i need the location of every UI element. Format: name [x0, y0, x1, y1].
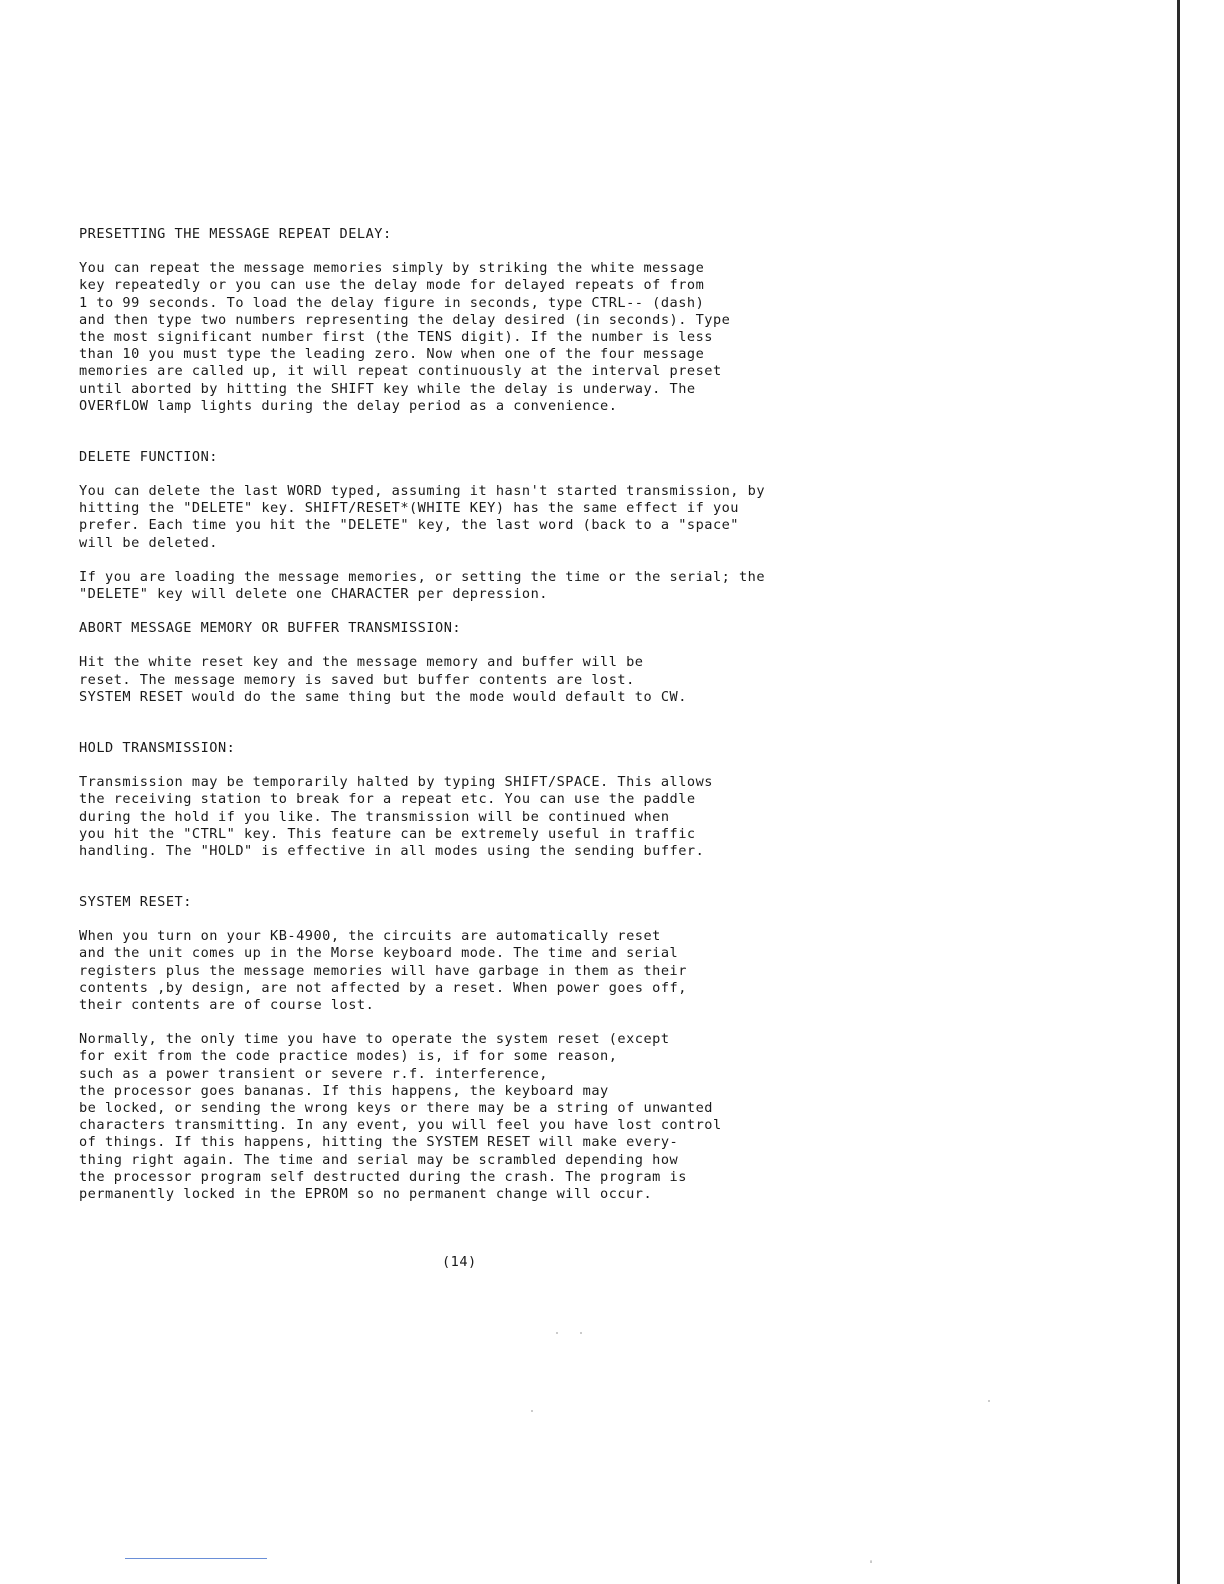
text-line: and the unit comes up in the Morse keyboard mode. The time and serial	[79, 945, 679, 962]
section-delete-function	[79, 449, 939, 603]
page-number: (14)	[442, 1254, 477, 1270]
paragraph	[79, 260, 939, 415]
text-line: Transmission may be temporarily halted by typing SHIFT/SPACE. This allows	[79, 774, 713, 791]
paragraph	[79, 774, 939, 860]
section-repeat-delay	[79, 226, 939, 415]
section-heading: DELETE FUNCTION:	[79, 448, 218, 465]
section-heading: SYSTEM RESET:	[79, 894, 192, 911]
text-line: until aborted by hitting the SHIFT key while the delay is underway. The	[79, 380, 696, 397]
text-line: during the hold if you like. The transmission will be continued when	[79, 808, 670, 825]
paragraph	[79, 483, 939, 552]
text-line: you hit the "CTRL" key. This feature can be extremely useful in traffic	[79, 825, 696, 842]
text-line: permanently locked in the EPROM so no permanent change will occur.	[79, 1185, 653, 1202]
section-abort-transmission	[79, 620, 939, 706]
text-line: OVERfLOW lamp lights during the delay period as a convenience.	[79, 397, 618, 414]
scan-blue-rule	[125, 1558, 267, 1559]
paragraph	[79, 928, 939, 1014]
text-line: memories are called up, it will repeat continuously at the interval preset	[79, 363, 722, 380]
text-line: 1 to 99 seconds. To load the delay figure in seconds, type CTRL-- (dash)	[79, 294, 705, 311]
section-heading: PRESETTING THE MESSAGE REPEAT DELAY:	[79, 226, 392, 242]
scan-speck	[580, 1332, 582, 1334]
page-edge-border	[1177, 0, 1180, 1584]
text-line: their contents are of course lost.	[79, 997, 375, 1013]
paragraph	[79, 1031, 939, 1203]
section-system-reset	[79, 894, 939, 1203]
section-heading: ABORT MESSAGE MEMORY OR BUFFER TRANSMISSION:	[79, 620, 462, 637]
text-line: will be deleted.	[79, 534, 218, 551]
text-line: contents ,by design, are not affected by a reset. When power goes off,	[79, 979, 687, 996]
text-line: You can repeat the message memories simply by striking the white message	[79, 260, 705, 277]
text-line: be locked, or sending the wrong keys or there may be a string of unwanted	[79, 1099, 713, 1116]
scan-corner-mark: ˈ	[868, 1560, 875, 1571]
text-line: Hit the white reset key and the message memory and buffer will be	[79, 654, 644, 671]
text-line: prefer. Each time you hit the "DELETE" key, the last word (back to a "space"	[79, 517, 739, 534]
text-line: the processor program self destructed during the crash. The program is	[79, 1168, 687, 1185]
scan-speck	[556, 1332, 558, 1334]
paragraph	[79, 654, 939, 706]
text-line: the most significant number first (the TENS digit). If the number is less	[79, 328, 713, 345]
text-line: the receiving station to break for a repeat etc. You can use the paddle	[79, 791, 696, 808]
text-line: When you turn on your KB-4900, the circuits are automatically reset	[79, 928, 661, 945]
paragraph	[79, 569, 939, 603]
section-heading: HOLD TRANSMISSION:	[79, 739, 236, 756]
text-line: registers plus the message memories will have garbage in them as their	[79, 962, 687, 979]
text-line: of things. If this happens, hitting the SYSTEM RESET will make every-	[79, 1134, 679, 1151]
text-line: Normally, the only time you have to operate the system reset (except	[79, 1031, 670, 1048]
text-line: thing right again. The time and serial may be scrambled depending how	[79, 1151, 679, 1168]
text-line: such as a power transient or severe r.f. interference,	[79, 1065, 548, 1082]
text-line: hitting the "DELETE" key. SHIFT/RESET*(WHITE KEY) has the same effect if you	[79, 500, 739, 517]
text-line: key repeatedly or you can use the delay mode for delayed repeats of from	[79, 277, 705, 294]
text-line: reset. The message memory is saved but buffer contents are lost.	[79, 671, 635, 688]
text-line: "DELETE" key will delete one CHARACTER per depression.	[79, 586, 548, 602]
scan-speck	[531, 1410, 533, 1412]
document-body	[79, 226, 939, 1237]
text-line: and then type two numbers representing the delay desired (in seconds). Type	[79, 311, 731, 328]
text-line: handling. The "HOLD" is effective in all modes using the sending buffer.	[79, 842, 705, 859]
text-line: the processor goes bananas. If this happens, the keyboard may	[79, 1082, 609, 1099]
scan-speck	[988, 1400, 990, 1402]
section-hold-transmission	[79, 740, 939, 860]
text-line: characters transmitting. In any event, you will feel you have lost control	[79, 1117, 722, 1134]
text-line: If you are loading the message memories, or setting the time or the serial; the	[79, 568, 766, 585]
text-line: for exit from the code practice modes) is, if for some reason,	[79, 1048, 618, 1065]
text-line: SYSTEM RESET would do the same thing but the mode would default to CW.	[79, 688, 687, 705]
text-line: than 10 you must type the leading zero. Now when one of the four message	[79, 346, 705, 363]
text-line: You can delete the last WORD typed, assuming it hasn't started transmission, by	[79, 483, 766, 500]
